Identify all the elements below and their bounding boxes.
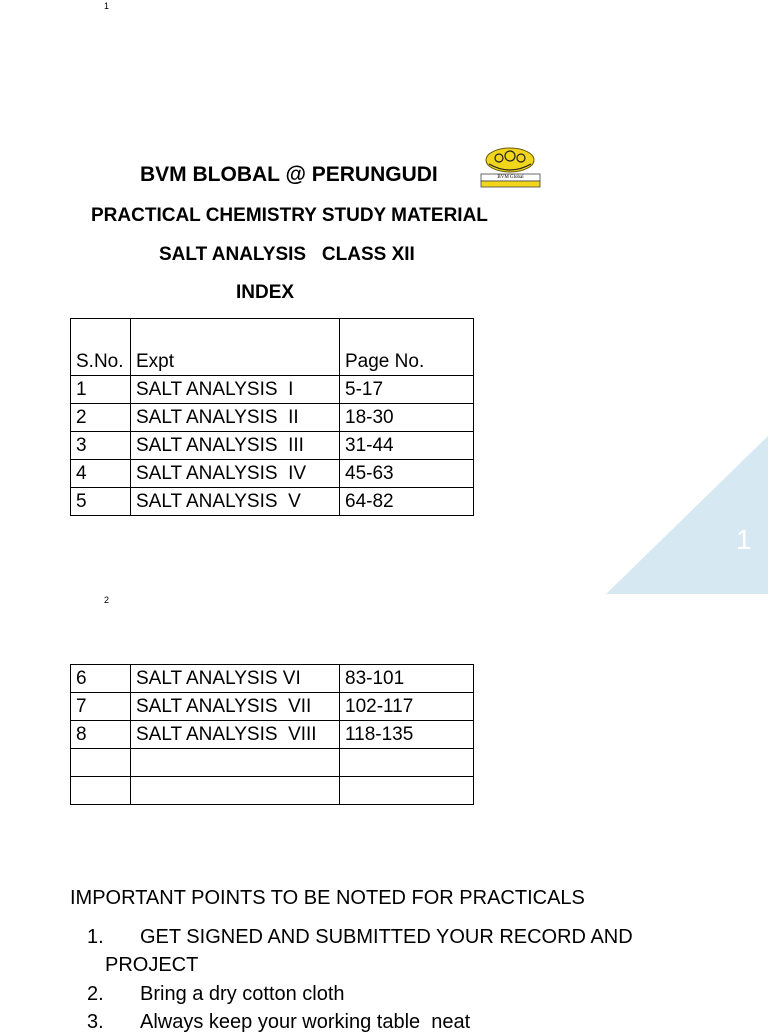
header-expt: Expt — [131, 319, 340, 376]
index-table-continued — [70, 664, 474, 805]
cell-sno: 4 — [71, 460, 131, 488]
point-text: Bring a dry cotton cloth — [140, 983, 345, 1005]
cell-sno: 3 — [71, 432, 131, 460]
index-table — [70, 318, 474, 516]
cell-sno: 1 — [71, 376, 131, 404]
cell-page: 118-135 — [340, 721, 474, 749]
logo-caption: BVM Global — [497, 175, 524, 180]
cell-sno: 8 — [71, 721, 131, 749]
topic-heading: SALT ANALYSIS CLASS XII — [159, 244, 415, 265]
cell-page — [340, 749, 474, 777]
table-row — [71, 488, 474, 516]
index-heading: INDEX — [236, 282, 295, 303]
important-points-title: IMPORTANT POINTS TO BE NOTED FOR PRACTICALS — [70, 887, 585, 909]
cell-sno: 2 — [71, 404, 131, 432]
cell-page — [340, 777, 474, 805]
cell-expt — [131, 777, 340, 805]
table-row — [71, 721, 474, 749]
cell-page: 64-82 — [340, 488, 474, 516]
cell-expt — [131, 749, 340, 777]
school-title: BVM BLOBAL @ PERUNGUDI — [140, 163, 438, 186]
point-text-continuation: PROJECT — [105, 954, 199, 976]
cell-sno — [71, 777, 131, 805]
school-emblem-icon — [479, 146, 542, 188]
cell-sno: 7 — [71, 693, 131, 721]
corner-triangle-shape — [606, 436, 768, 594]
cell-sno — [71, 749, 131, 777]
cell-page: 31-44 — [340, 432, 474, 460]
school-logo — [479, 146, 542, 188]
cell-expt: SALT ANALYSIS III — [131, 432, 340, 460]
cell-expt: SALT ANALYSIS V — [131, 488, 340, 516]
header-page: Page No. — [340, 319, 474, 376]
point-number: 1. — [87, 926, 104, 948]
cell-sno: 6 — [71, 665, 131, 693]
cell-expt: SALT ANALYSIS VI — [131, 665, 340, 693]
cell-sno: 5 — [71, 488, 131, 516]
table-row — [71, 404, 474, 432]
cell-page: 45-63 — [340, 460, 474, 488]
point-text: GET SIGNED AND SUBMITTED YOUR RECORD AND — [140, 926, 633, 948]
table-header-row — [71, 319, 474, 376]
table-row — [71, 777, 474, 805]
point-number: 3. — [87, 1011, 104, 1033]
cell-page: 102-117 — [340, 693, 474, 721]
cell-expt: SALT ANALYSIS IV — [131, 460, 340, 488]
cell-expt: SALT ANALYSIS VIII — [131, 721, 340, 749]
page-corner-triangle — [606, 436, 768, 594]
table-row — [71, 432, 474, 460]
cell-expt: SALT ANALYSIS I — [131, 376, 340, 404]
subject-heading: PRACTICAL CHEMISTRY STUDY MATERIAL — [91, 205, 488, 226]
corner-page-number: 1 — [736, 524, 752, 555]
cell-expt: SALT ANALYSIS II — [131, 404, 340, 432]
cell-page: 83-101 — [340, 665, 474, 693]
cell-page: 18-30 — [340, 404, 474, 432]
point-number: 2. — [87, 983, 104, 1005]
table-row — [71, 665, 474, 693]
point-text: Always keep your working table neat — [140, 1011, 471, 1033]
cell-page: 5-17 — [340, 376, 474, 404]
page-marker-2: 2 — [104, 595, 110, 605]
table-row — [71, 376, 474, 404]
header-sno: S.No. — [71, 319, 131, 376]
table-row — [71, 749, 474, 777]
table-row — [71, 693, 474, 721]
table-row — [71, 460, 474, 488]
page-marker-1: 1 — [104, 1, 110, 11]
cell-expt: SALT ANALYSIS VII — [131, 693, 340, 721]
